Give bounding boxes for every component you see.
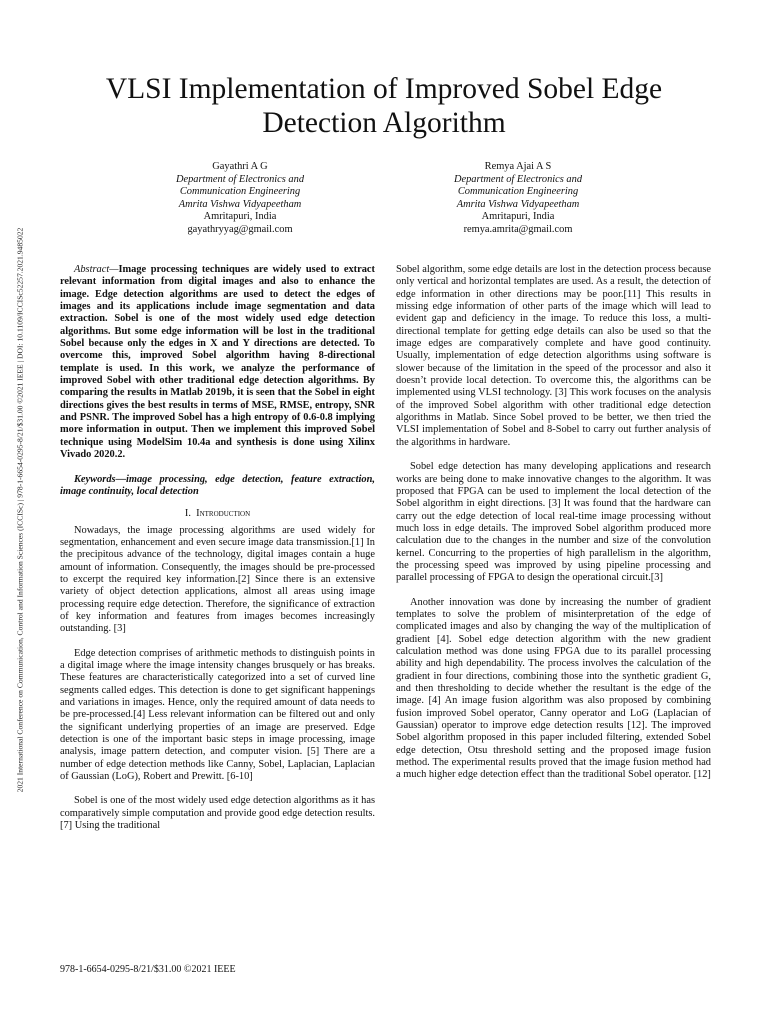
author-city: Amritapuri, India xyxy=(203,211,277,223)
author-city: Amritapuri, India xyxy=(481,211,555,223)
author-block-1 xyxy=(110,161,370,237)
section-heading: I. Introduction xyxy=(184,508,251,520)
keywords-text: image processing, edge detection, feature extraction, image continuity, local detection xyxy=(60,473,375,497)
paragraph: Edge detection comprises of arithmetic methods to distinguish points in a digital image where the image intensity changes brusquely or has breaks. These features are characteristically categorized into a set of curved line segments called edges. This detection is done to get significant happenings and variations in images. Hence, only the required amount of data needs to be pre-processed.[4] Less relevant information can be filtered out and only the significant underlying properties of an image are preserved. Edge detection is one of the important basic steps in image processing, image analysis, image pattern detection, and computer vision. [5] There are a number of edge detection methods like Canny, Sobel, Laplacian, Laplacian of Gaussian (LoG), Robert and Prewitt. [6-10] xyxy=(60,647,375,783)
author-dept: Department of Electronics and xyxy=(175,173,305,185)
author-name: Gayathri A G xyxy=(212,161,268,172)
abstract-label: Abstract— xyxy=(74,264,119,275)
keywords-label: Keywords— xyxy=(74,473,126,485)
side-doi-note: 2021 International Conference on Communication, Control and Information Sciences (ICCISc) | 978-1-6654-0295-8/21/$31.00 ©2021 IEEE | DOI: 10.1109/ICCISc52257.2021.9485022 xyxy=(15,227,25,793)
author-university: Amrita Vishwa Vidyapeetham xyxy=(178,198,302,210)
author-dept: Communication Engineering xyxy=(457,186,579,198)
paragraph: Sobel algorithm, some edge details are lost in the detection process because only vertical and horizontal templates are used. As a result, the detection of edge information in other directions may be poor.[11] This results in missing edge information of other parts of the image which will lead to evident gap and deficiency in the image. To reduce this loss, a multi-directional template for getting edge details can also be used so that the image edges are comparatively complete and have good continuity. Usually, implementation of edge detection algorithms using software is slower because of the limitation in the speed of the processor and also it doesn’t provide local detection. To overcome this, the algorithms can be implemented using VLSI technology. [3] This work focuses on the analysis of the improved Sobel algorithm with other traditional edge detection algorithms in Matlab. Since Sobel proved to be better, we then tried the VLSI implementation of Sobel and 8-Sobel to carry out further analysis of the algorithms in hardware. xyxy=(396,264,711,448)
author-email: remya.amrita@gmail.com xyxy=(463,223,573,235)
author-university: Amrita Vishwa Vidyapeetham xyxy=(456,198,580,210)
paragraph: Nowadays, the image processing algorithms are used widely for segmentation, enhancement and even secure image data transmission.[1] In the precipitous advance of the technology, digital images contain a huge amount of information. Consequently, the images should be pre-processed to excerpt the required key information.[2] Since there is an extensive variety of object detection applications, almost all areas using image processing require edge detection. Therefore, the significance of extraction of key information and features from images becomes increasingly outstanding. [3] xyxy=(60,524,375,635)
author-dept: Department of Electronics and xyxy=(453,173,583,185)
left-column xyxy=(60,264,375,832)
author-name: Remya Ajai A S xyxy=(484,161,552,172)
paragraph: Sobel is one of the most widely used edge detection algorithms as it has comparatively simple computation and provide good edge detection results. [7] Using the traditional xyxy=(60,795,375,832)
abstract-text: Image processing techniques are widely used to extract relevant information from digital images and also to enhance the image. Edge detection algorithms are used to detect the edges of images and its applications include image segmentation and data extraction. Sobel is one of the most widely used edge detection algorithms. But some edge information will be lost in the traditional Sobel because only the edges in X and Y directions are detected. To overcome this, improved Sobel algorithm having 8-directional template is used. In this work, we analyze the performance of improved Sobel with other traditional edge detection algorithms. By comparing the results in Matlab 2019b, it is seen that the Sobel in eight directions gives the best results in terms of MSE, RMSE, entropy, SNR and PSNR. The improved Sobel has a high entropy of 0.6-0.8 implying more information in output. Then we implement this improved Sobel technique using ModelSim 10.4a and synthesis is done using Xilinx Vivado 2020.2. xyxy=(60,264,375,461)
footer-copyright: 978-1-6654-0295-8/21/$31.00 ©2021 IEEE xyxy=(60,964,236,975)
author-dept: Communication Engineering xyxy=(179,186,301,198)
paragraph: Another innovation was done by increasing the number of gradient templates to solve the problem of misinterpretation of the edge of complicated images and also by changing the way of the multiplication of gradient [4]. Sobel edge detection algorithm with the new gradient calculation method was done using FPGA due to its parallel processing ability and high dependability. The process involves the calculation of the gradient in four directions, combining those into the synthetic gradient G, and then thresholding to decide whether the resultant is the edge of the image. [4] An image fusion algorithm was also proposed by combining fusion improved Sobel operator, Canny operator and LoG (Laplacian of Gaussian) operator to improve edge detection results [12]. The improved Sobel algorithm proposed in this paper included filtering, extended Sobel edge detection, Otsu threshold setting and the proposed image fusion method. The experimental results proved that the image fusion method had a much higher edge detection effect than the traditional Sobel operator. [12] xyxy=(396,596,711,781)
author-email: gayathryyag@gmail.com xyxy=(187,223,293,235)
keywords xyxy=(60,474,375,499)
paragraph: Sobel edge detection has many developing applications and research works are being done to make innovative changes to the algorithm. It was proposed that FPGA can be used to implement the local detection of the Sobel algorithm in eight directions. [3] It was found that the hardware can carry out the edge detection of local real-time image processing without much loss in edge details. The improved Sobel algorithm produced more calculation due to the changes in the number and size of the convolution kernel. Concurring to the properties of high parallelism in the algorithm, the processing speed was improved by using pipeline processing and parallel processing of FPGA to design the operational circuit.[3] xyxy=(396,461,711,584)
right-column xyxy=(396,264,711,782)
paper-title: VLSI Implementation of Improved Sobel Edge Detection Algorithm xyxy=(105,73,663,139)
author-block-2 xyxy=(388,161,648,237)
abstract xyxy=(60,264,375,462)
